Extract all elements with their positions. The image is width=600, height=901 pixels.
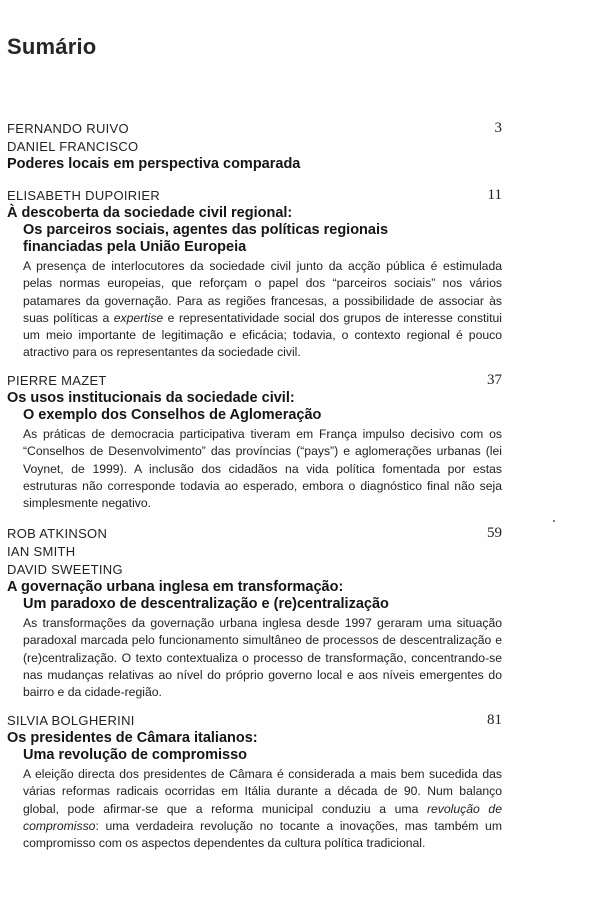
article-title[interactable]: À descoberta da sociedade civil regional: xyxy=(7,205,293,221)
author-name: FERNANDO RUIVO xyxy=(7,121,129,136)
article-subtitle: Um paradoxo de descentralização e (re)centralização xyxy=(23,596,389,612)
author-name: SILVIA BOLGHERINI xyxy=(7,713,135,728)
article-subtitle: financiadas pela União Europeia xyxy=(23,239,247,255)
article-title[interactable]: A governação urbana inglesa em transformação: xyxy=(7,579,344,595)
author-name: ELISABETH DUPOIRIER xyxy=(7,188,161,203)
page-number[interactable]: 11 xyxy=(487,187,502,203)
scan-speck xyxy=(553,520,555,522)
article-title[interactable]: Os usos institucionais da sociedade civil: xyxy=(7,390,295,406)
article-title[interactable]: Os presidentes de Câmara italianos: xyxy=(7,730,258,746)
article-abstract: As transformações da governação urbana inglesa desde 1997 geraram uma situação paradoxal marcada pelo funcionamento simultâneo de processos de descentralização e (re)centralização. O texto contextualiza o processo de transformação, concentrando-se nas mudanças relativas ao nível do próprio governo local e aos níveis emergentes do bairro e da cidade-região. xyxy=(23,616,502,700)
article-title[interactable]: Poderes locais em perspectiva comparada xyxy=(7,156,301,172)
article-abstract: A presença de interlocutores da sociedade civil junto da acção pública é estimulada pelas normas europeias, que reforçam o papel dos “parceiros sociais” nos vários patamares da governação. Para as regiões francesas, a possibilidade de associar às suas políticas a expertise e representatividade social dos grupos de interesse constitui um meio importante de legitimação e eficácia; todavia, o contexto regional é pouco atractivo para os representantes da sociedade civil. xyxy=(23,259,503,360)
author-name: IAN SMITH xyxy=(7,544,76,559)
page-number[interactable]: 3 xyxy=(494,120,502,136)
article-subtitle: Uma revolução de compromisso xyxy=(23,747,248,763)
article-abstract: As práticas de democracia participativa tiveram em França impulso decisivo com os “Conselhos de Desenvolvimento” das províncias (“pays”) e aglomerações urbanas (lei Voynet, de 1999). A inclusão dos cidadãos na vida política fomentada por estas estruturas não corresponde todavia ao esperado, embora o diagnóstico final não seja simplesmente negativo. xyxy=(23,427,502,511)
author-name: PIERRE MAZET xyxy=(7,373,107,388)
toc-entry[interactable] xyxy=(7,372,502,512)
page-number[interactable]: 37 xyxy=(487,372,502,388)
toc-entry[interactable] xyxy=(7,525,502,701)
toc-entry[interactable] xyxy=(7,120,502,173)
page-title: Sumário xyxy=(7,34,97,59)
author-name: DANIEL FRANCISCO xyxy=(7,139,139,154)
author-name: ROB ATKINSON xyxy=(7,526,108,541)
article-subtitle: O exemplo dos Conselhos de Aglomeração xyxy=(23,407,322,423)
page-number[interactable]: 81 xyxy=(487,712,502,728)
page-number[interactable]: 59 xyxy=(487,525,502,541)
article-subtitle: Os parceiros sociais, agentes das políticas regionais xyxy=(23,222,389,238)
toc-entry[interactable] xyxy=(7,712,502,852)
toc-entry[interactable] xyxy=(7,187,502,362)
author-name: DAVID SWEETING xyxy=(7,562,123,577)
article-abstract: A eleição directa dos presidentes de Câmara é considerada a mais bem sucedida das várias reformas radicais ocorridas em Itália durante a década de 90. Num balanço global, pode afirmar-se que a reforma municipal conduziu a uma revolução de compromisso: uma verdadeira revolução no tocante a inovações, mas também um compromisso com os aspectos dependentes da cultura política tradicional. xyxy=(23,767,502,851)
